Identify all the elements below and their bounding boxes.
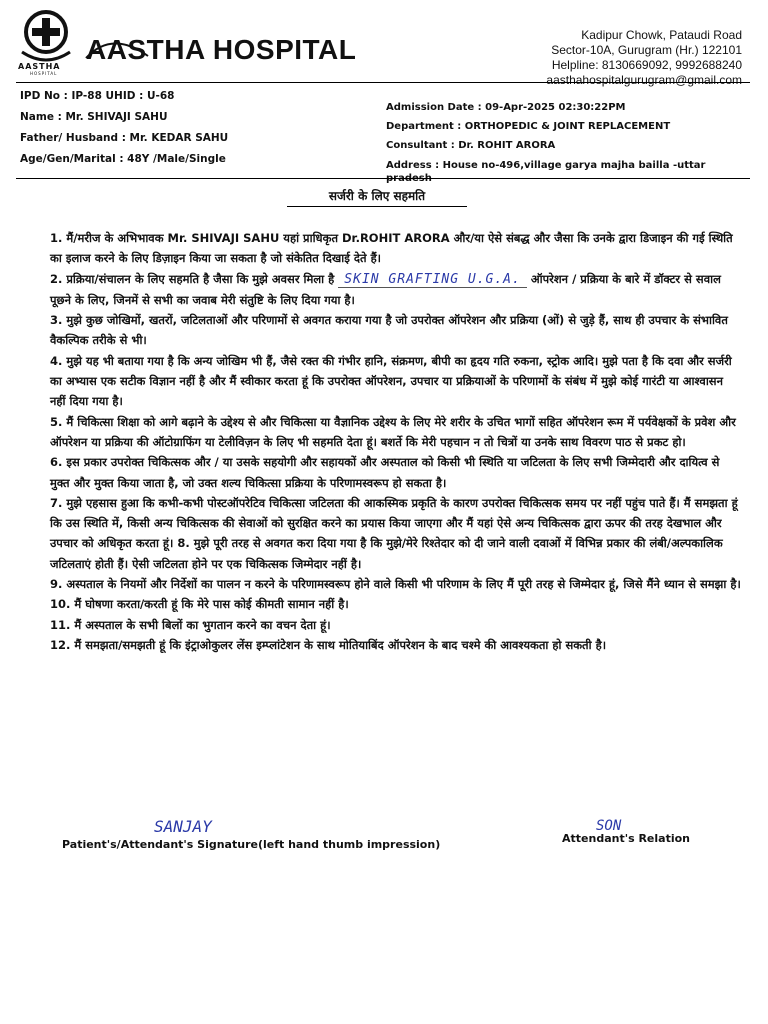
relation-handwriting — [592, 812, 642, 834]
handwritten-procedure: SKIN GRAFTING U.G.A. — [338, 272, 527, 288]
attendant-relation-label: Attendant's Relation — [562, 832, 690, 845]
clause-4: 4. मुझे यह भी बताया गया है कि अन्य जोखिम भी हैं, जैसे रक्त की गंभीर हानि, संक्रमण, बीपी का हृदय गति रुकना, स्ट्रोक आदि। मुझे पता है कि दवा और सर्जरी का अभ्यास एक सटीक विज्ञान नहीं है और मैं स्वीकार करता हूं कि उपरोक्त ऑपरेशन, उपचार या प्रक्रियाओं के परिणामों के संबंध में मुझे कोई गारंटी या आश्वासन नहीं दिया गया है। — [50, 353, 732, 409]
clause-11: 11. मैं अस्पताल के सभी बिलों का भुगतान करने का वचन देता हूं। — [50, 617, 331, 632]
father-husband: Father/ Husband : Mr. KEDAR SAHU — [20, 132, 229, 144]
clause-5: 5. मैं चिकित्सा शिक्षा को आगे बढ़ाने के उद्देश्य से और चिकित्सा या वैज्ञानिक उद्देश्य के लिए मेरे शरीर के उचित भागों सहित ऑपरेशन रूम में पर्यवेक्षकों के प्रवेश और ऑपरेशन या प्रक्रिया की ऑटोग्राफिंग या टेलीविज़न के लिए भी सहमति देता हूं। बशर्ते कि मेरी पहचान न तो चित्रों या उनके साथ विवरण पाठ से प्रकट हो। — [50, 414, 736, 449]
ipd-uhid: IPD No : IP-88 UHID : U-68 — [20, 90, 175, 102]
consultant: Consultant : Dr. ROHIT ARORA — [386, 140, 556, 151]
patient-name: Name : Mr. SHIVAJI SAHU — [20, 111, 168, 123]
clause-2-suffix: ऑपरेशन / प्रक्रिया के बारे में डॉक्टर से सवाल पूछने के लिए, जिनमें से सभी का जवाब मेरी संतुष्टि के लिए दिया गया है। — [50, 271, 721, 307]
clause-6: 6. इस प्रकार उपरोक्त चिकित्सक और / या उसके सहयोगी और सहायकों और अस्पताल को किसी भी स्थिति या जटिलता के लिए सभी जिम्मेदारी और दायित्व से मुक्त और मुक्त किया जाता है, जो उक्त शल्य चिकित्सा प्रक्रिया के परिणामस्वरूप हो सकता है। — [50, 455, 720, 490]
address-line-1: Kadipur Chowk, Pataudi Road — [581, 28, 742, 42]
clause-3: 3. मुझे कुछ जोखिमों, खतरों, जटिलताओं और परिणामों से अवगत कराया गया है जो उपरोक्त ऑपरेशन और प्रक्रिया (ओं) से जुड़े हैं, साथ ही उपचार के संभावित वैकल्पिक तरीके से भी। — [50, 313, 728, 348]
header-divider — [16, 82, 750, 83]
clause-10: 10. मैं घोषणा करता/करती हूं कि मेरे पास कोई कीमती सामान नहीं है। — [50, 597, 349, 612]
patient-info-right — [386, 98, 746, 185]
admission-date: Admission Date : 09-Apr-2025 02:30:22PM — [386, 102, 626, 113]
logo-subtext: HOSPITAL — [30, 71, 58, 76]
patient-signature-label: Patient's/Attendant's Signature(left hand thumb impression) — [62, 838, 441, 851]
clause-2 — [50, 269, 742, 311]
clause-9: 9. अस्पताल के नियमों और निर्देशों का पालन न करने के परिणामस्वरूप होने वाले किसी भी परिणाम के लिए मैं पूरी तरह से जिम्मेदार हूं, जिसे मैंने ध्यान से समझा है। — [50, 577, 741, 592]
address-line-2: Sector-10A, Gurugram (Hr.) 122101 — [551, 43, 742, 57]
clause-7: 7. मुझे एहसास हुआ कि कभी-कभी पोस्टऑपरेटिव चिकित्सा जटिलता की आकस्मिक प्रकृति के कारण उपरोक्त चिकित्सक समय पर नहीं पहुंच पाते हैं। मैं समझता हूं कि उस स्थिति में, किसी अन्य चिकित्सक की सेवाओं को सुरक्षित करने का प्रयास किया जाएगा और मैं यहां ऐसे अन्य चिकित्सक द्वारा ऊपर की तरह देखभाल और उपचार को अधिकृत करता हूं। 8. मुझे पूरी तरह से अवगत करा दिया गया है कि मुझे/मेरे रिश्तेदार को दी जाने वाली दवाओं में विभिन्न प्रकार की लंबी/अल्पकालिक जटिलताएं होती हैं। ऐसी जटिलता होने पर एक चिकित्सक जिम्मेदार नहीं है। — [50, 495, 738, 571]
info-divider — [16, 178, 750, 179]
helpline: Helpline: 8130669092, 9992688240 — [551, 58, 742, 72]
patient-info-left — [20, 86, 228, 170]
clause-12: 12. मैं समझता/समझती हूं कि इंट्राओकुलर लेंस इम्प्लांटेशन के साथ मोतियाबिंद ऑपरेशन के बाद चश्मे की आवश्यकता हो सकती है। — [50, 637, 607, 652]
hospital-contact — [546, 28, 742, 88]
logo-text: AASTHA — [18, 62, 61, 71]
age-gen-marital: Age/Gen/Marital : 48Y /Male/Single — [20, 153, 226, 165]
email: aasthahospitalgurugram@gmail.com — [546, 73, 742, 87]
svg-text:SANJAY: SANJAY — [154, 817, 212, 836]
clause-2-prefix: 2. प्रक्रिया/संचालन के लिए सहमति है जैसा कि मुझे अवसर मिला है — [50, 271, 335, 286]
department: Department : ORTHOPEDIC & JOINT REPLACEMENT — [386, 121, 671, 132]
clause-1: 1. मैं/मरीज के अभिभावक Mr. SHIVAJI SAHU यहां प्राधिकृत Dr.ROHIT ARORA और/या ऐसे संबद्ध और जैसा कि उनके द्वारा डिजाइन की गई स्थिति का इलाज करने के लिए डिज़ाइन किया जा सकता है जो संकेतित दिखाई देते हैं। — [50, 231, 733, 266]
patient-signature — [150, 808, 250, 838]
form-title: सर्जरी के लिए सहमति — [287, 186, 467, 207]
svg-text:SON: SON — [596, 818, 622, 834]
consent-clauses — [50, 228, 742, 655]
hospital-name: AASTHA HOSPITAL — [86, 34, 357, 65]
patient-address: Address : House no-496,village garya majha bailla -uttar pradesh — [386, 160, 706, 184]
